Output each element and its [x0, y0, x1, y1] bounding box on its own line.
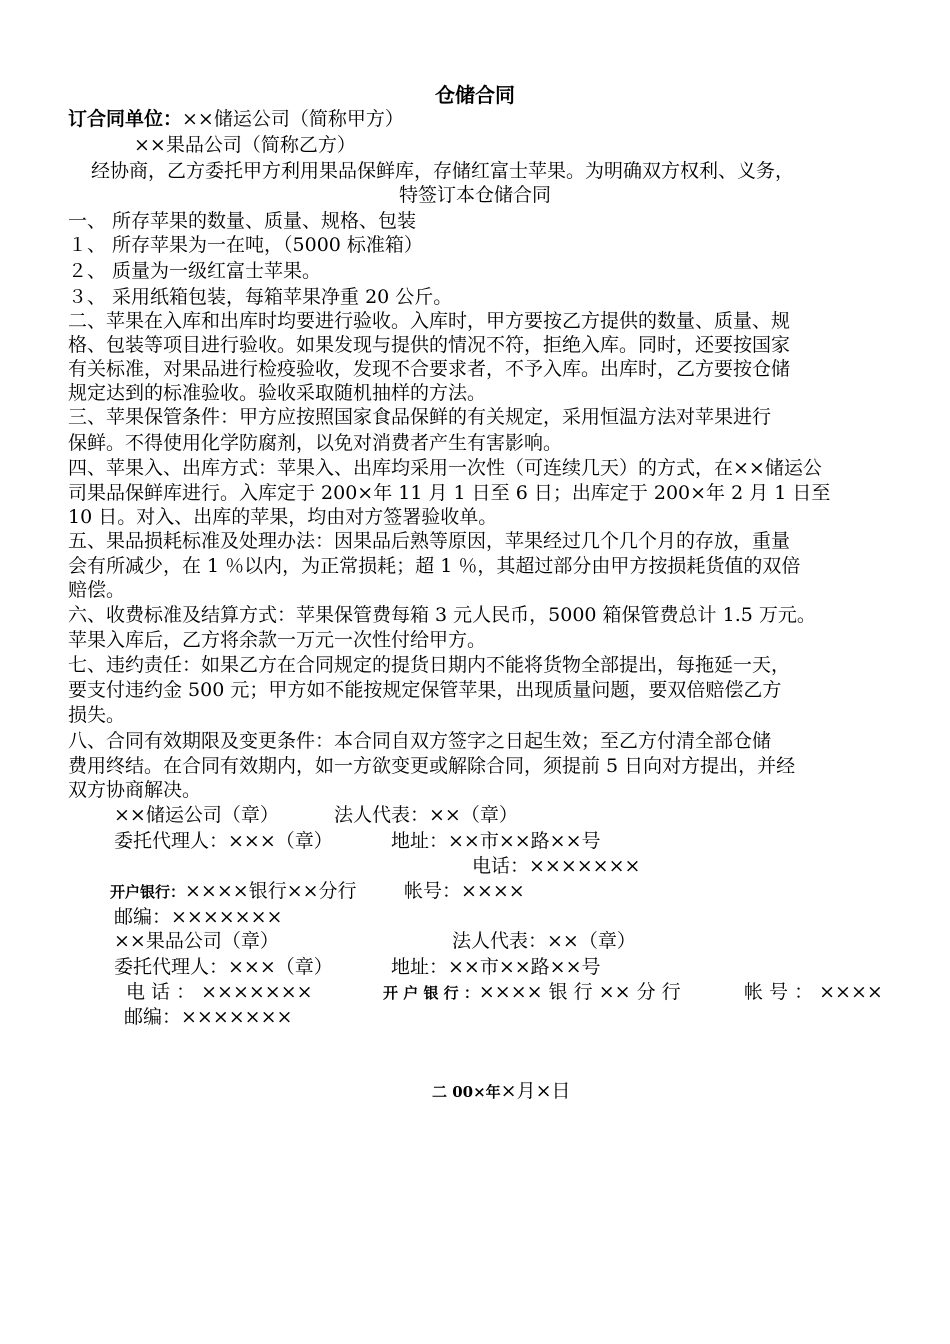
clause-7-line-3: 损失。	[68, 704, 126, 726]
party-a-phone: 电话：×××××××	[472, 855, 641, 877]
clause-2-line-2: 格、包装等项目进行验收。如果发现与提供的情况不符，拒绝入库。同时，还要按国家	[68, 334, 791, 356]
clause-5-line-3: 赔偿。	[68, 579, 126, 601]
clause-3-line-2: 保鲜。不得使用化学防腐剂，以免对消费者产生有害影响。	[68, 432, 563, 454]
clause-4-line-1: 四、苹果入、出库方式：苹果入、出库均采用一次性（可连续几天）的方式，在××储运公	[68, 457, 822, 479]
party-b-address: 地址：××市××路××号	[391, 956, 601, 978]
date-month-day: ×月×日	[500, 1080, 571, 1102]
contract-parties-label: 订合同单位：	[68, 108, 183, 130]
party-b-company-seal: ××果品公司（章）	[114, 930, 279, 952]
party-a-postcode: 邮编：×××××××	[114, 906, 283, 928]
party-a-line	[68, 106, 404, 132]
party-b-bank: ×××× 银 行 ×× 分 行	[478, 981, 681, 1003]
party-a-account: 帐号：××××	[404, 880, 525, 902]
clause-4-line-3: 10 日。对入、出库的苹果，均由对方签署验收单。	[68, 506, 498, 528]
party-a-bank: ××××银行××分行	[185, 880, 357, 902]
party-a-bank-label: 开户银行：	[110, 883, 186, 901]
clause-2-line-4: 规定达到的标准验收。验收采取随机抽样的方法。	[68, 382, 487, 404]
date-year: 二 00×年	[432, 1083, 501, 1101]
party-b-bank-line	[383, 979, 681, 1006]
party-a-company-seal: ××储运公司（章）	[114, 804, 279, 826]
intro-line-1: 经协商，乙方委托甲方利用果品保鲜库，存储红富士苹果。为明确双方权利、义务，	[91, 160, 795, 182]
clause-8-line-3: 双方协商解决。	[68, 779, 202, 801]
contract-date	[432, 1078, 571, 1105]
clause-8-line-2: 费用终结。在合同有效期内，如一方欲变更或解除合同，须提前 5 日向对方提出，并经	[68, 755, 796, 777]
clause-6-line-1: 六、收费标准及结算方式：苹果保管费每箱 3 元人民币，5000 箱保管费总计 1.5 万元。	[68, 604, 816, 626]
clause-5-line-2: 会有所减少，在 1 ％以内，为正常损耗；超 1 ％，其超过部分由甲方按损耗货值的双倍	[68, 555, 801, 577]
clause-3-line-1: 三、苹果保管条件：甲方应按照国家食品保鲜的有关规定，采用恒温方法对苹果进行	[68, 406, 772, 428]
party-b-account: 帐 号 ： ××××	[744, 981, 883, 1003]
party-a-legal-rep: 法人代表：××（章）	[334, 804, 518, 826]
party-b-postcode: 邮编：×××××××	[124, 1006, 293, 1028]
party-a-name: ××储运公司（简称甲方）	[182, 108, 404, 130]
party-b-bank-label: 开 户 银 行 ：	[383, 984, 479, 1002]
party-a-bank-line	[110, 878, 357, 905]
clause-8-line-1: 八、合同有效期限及变更条件：本合同自双方签字之日起生效；至乙方付清全部仓储	[68, 730, 772, 752]
party-b-legal-rep: 法人代表：××（章）	[452, 930, 636, 952]
clause-1-item-3: ３、 采用纸箱包装，每箱苹果净重 20 公斤。	[68, 286, 453, 308]
party-b-name: ××果品公司（简称乙方）	[134, 134, 356, 156]
clause-1-title: 一、 所存苹果的数量、质量、规格、包装	[68, 210, 417, 232]
clause-7-line-1: 七、违约责任：如果乙方在合同规定的提货日期内不能将货物全部提出，每拖延一天，	[68, 654, 791, 676]
document-title: 仓储合同	[435, 83, 515, 107]
clause-4-line-2: 司果品保鲜库进行。入库定于 200×年 11 月 1 日至 6 日；出库定于 200×年 2 月 1 日至	[68, 482, 831, 504]
clause-5-line-1: 五、果品损耗标准及处理办法：因果品后熟等原因，苹果经过几个几个月的存放，重量	[68, 530, 791, 552]
clause-1-item-1: １、 所存苹果为一在吨，（5000 标准箱）	[68, 234, 423, 256]
clause-2-line-3: 有关标准，对果品进行检疫验收，发现不合要求者，不予入库。出库时，乙方要按仓储	[68, 358, 791, 380]
clause-7-line-2: 要支付违约金 500 元；甲方如不能按规定保管苹果，出现质量问题，要双倍赔偿乙方	[68, 679, 782, 701]
party-a-address: 地址：××市××路××号	[391, 830, 601, 852]
intro-line-2: 特签订本仓储合同	[398, 184, 551, 206]
clause-2-line-1: 二、苹果在入库和出库时均要进行验收。入库时，甲方要按乙方提供的数量、质量、规	[68, 310, 791, 332]
clause-1-item-2: ２、 质量为一级红富士苹果。	[68, 260, 322, 282]
party-a-agent: 委托代理人：×××（章）	[114, 830, 333, 852]
party-b-phone: 电 话 ： ×××××××	[126, 981, 313, 1003]
clause-6-line-2: 苹果入库后，乙方将余款一万元一次性付给甲方。	[68, 629, 487, 651]
party-b-agent: 委托代理人：×××（章）	[114, 956, 333, 978]
